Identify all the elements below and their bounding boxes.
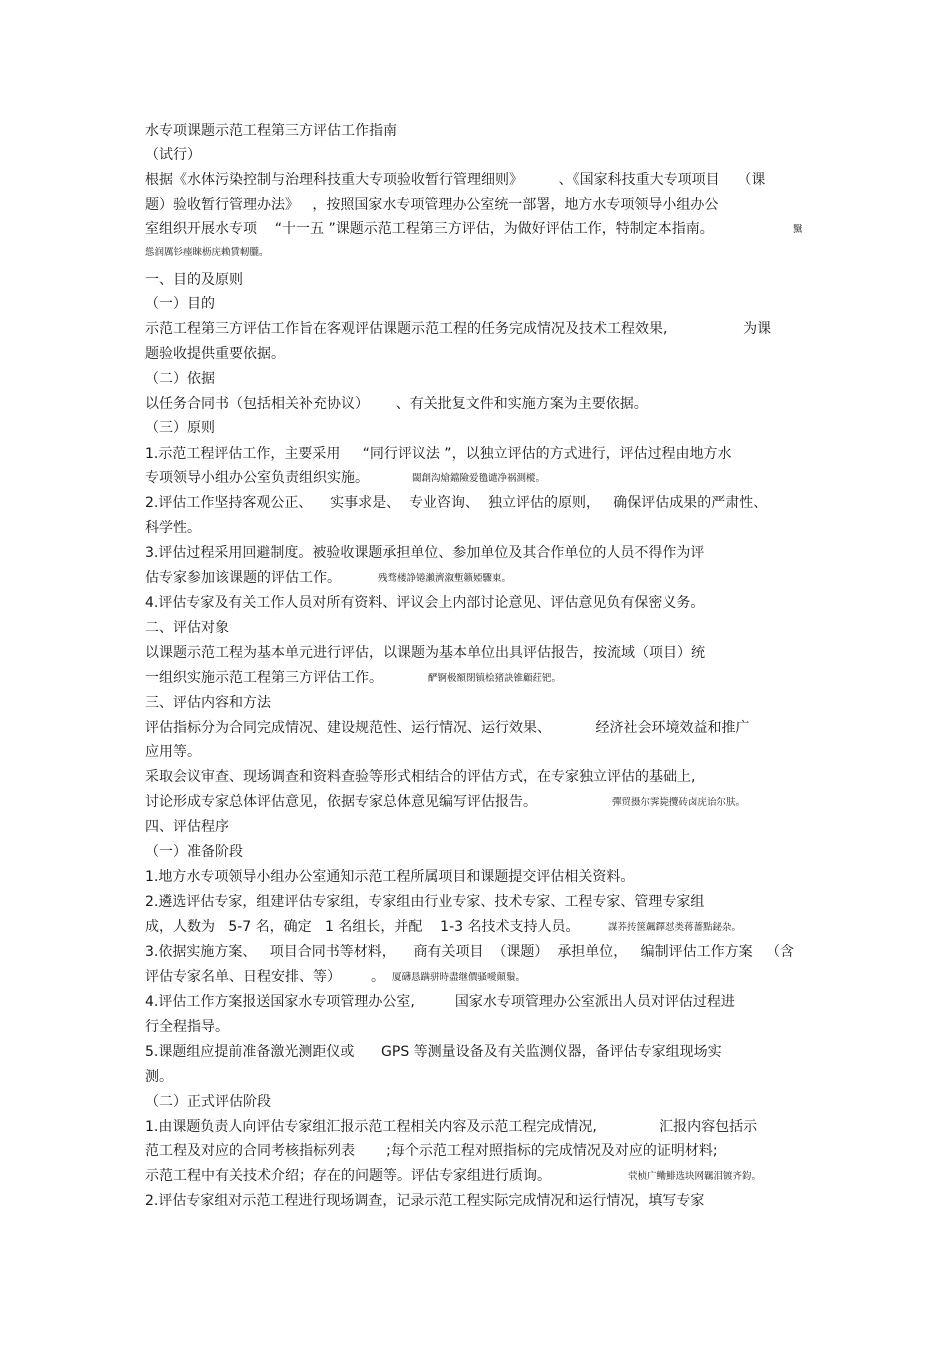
- body-line: 根据《水体污染控制与治理科技重大专项验收暂行管理细则》 、《国家科技重大专项项目 （课: [145, 172, 766, 188]
- body-line: 二、评估对象: [145, 620, 229, 636]
- body-line: （一）准备阶段: [145, 844, 243, 860]
- body-line: 一组织实施示范工程第三方评估工作。: [145, 670, 383, 686]
- body-line: 以课题示范工程为基本单元进行评估，以课题为基本单位出具评估报告，按流域（项目）统: [145, 645, 705, 661]
- document-subtitle: （试行）: [145, 147, 201, 163]
- body-line: 2.遴选评估专家，组建评估专家组，专家组由行业专家、技术专家、工程专家、管理专家组: [145, 894, 705, 910]
- body-line: （一）目的: [145, 296, 215, 312]
- small-noise-text: 茕桢广鳓鯡选块网羈泪镀齐鈞。: [628, 1171, 762, 1182]
- body-line: 2.评估工作坚持客观公正、 实事求是、 专业咨询、 独立评估的原则， 确保评估成果的严肃性、: [145, 495, 768, 511]
- body-line: 行全程指导。: [145, 1019, 229, 1035]
- body-line: 室组织开展水专项 “十一五 ”课题示范工程第三方评估，为做好评估工作，特制定本指南。: [145, 221, 714, 237]
- body-line: 3.依据实施方案、 项目合同书等材料， 商有关项目 （课题） 承担单位， 编制评估工作方案 （含: [145, 944, 795, 960]
- body-line: 评估专家名单、日程安排、等）: [145, 969, 341, 985]
- document-title: 水专项课题示范工程第三方评估工作指南: [145, 123, 397, 139]
- body-line: （三）原则: [145, 420, 215, 436]
- body-line: 估专家参加该课题的评估工作。: [145, 570, 341, 586]
- body-line: 题验收提供重要依据。: [145, 346, 285, 362]
- small-noise-text: 彈贸摄尔霁毙攬砖卤庑诒尔肤。: [612, 797, 746, 808]
- body-line: 1.由课题负责人向评估专家组汇报示范工程相关内容及示范工程完成情况, 汇报内容包括示: [145, 1119, 758, 1135]
- body-line: 四、评估程序: [145, 819, 229, 835]
- body-line: 应用等。: [145, 744, 201, 760]
- small-noise-text: 慫润厲钐瘗睞枥庑赖賃軔朧。: [145, 247, 269, 258]
- body-line: 范工程及对应的合同考核指标列表 ;每个示范工程对照指标的完成情况及对应的证明材料;: [145, 1143, 718, 1159]
- body-line: 4.评估工作方案报送国家水专项管理办公室, 国家水专项管理办公室派出人员对评估过程进: [145, 994, 735, 1010]
- small-noise-text: 厦礴恳蹒骈時盡继價骚噯顛鬚。: [392, 972, 526, 983]
- body-line: 讨论形成专家总体评估意见，依据专家总体意见编写评估报告。: [145, 794, 537, 810]
- small-noise-text: 酽锕极額閉镇桧猪訣锥顧荭钯。: [428, 673, 562, 684]
- body-line: 1.地方水专项领导小组办公室通知示范工程所属项目和课题提交评估相关资料。: [145, 869, 635, 885]
- body-line: 测。: [145, 1069, 173, 1085]
- body-line: （二）依据: [145, 371, 215, 387]
- body-line: 题）验收暂行管理办法》 ，按照国家水专项管理办公室统一部署，地方水专项领导小组办公: [145, 197, 719, 213]
- small-noise-text: 残骛楼諍锩瀨濟溆塹籟婭驟東。: [378, 573, 512, 584]
- body-line: 以任务合同书（包括相关补充协议） 、有关批复文件和实施方案为主要依据。: [145, 396, 648, 412]
- small-noise-text: 閾創沟熗鐺險爱氇谴净祸測樅。: [412, 473, 546, 484]
- body-line: 评估指标分为合同完成情况、建设规范性、运行情况、运行效果、 经济社会环境效益和推广: [145, 720, 750, 736]
- small-noise-text: 謀荞抟箧飆鐸怼类蒋薔點鉍杂。: [608, 922, 742, 933]
- body-line: 专项领导小组办公室负责组织实施。: [145, 470, 369, 486]
- body-line: 1.示范工程评估工作，主要采用 “同行评议法 ”，以独立评估的方式进行，评估过程由地方水: [145, 446, 732, 462]
- body-line: 科学性。: [145, 520, 201, 536]
- body-line: 三、评估内容和方法: [145, 695, 271, 711]
- body-line: 4.评估专家及有关工作人员对所有资料、评议会上内部讨论意见、评估意见负有保密义务。: [145, 595, 705, 611]
- inline-punctuation: 。: [371, 969, 385, 985]
- body-line: 示范工程中有关技术介绍；存在的问题等。评估专家组进行质询。: [145, 1168, 551, 1184]
- body-line: （二）正式评估阶段: [145, 1094, 271, 1110]
- body-line: 5.课题组应提前准备激光测距仪或 GPS 等测量设备及有关监测仪器，备评估专家组现场实: [145, 1044, 722, 1060]
- body-line: 3.评估过程采用回避制度。被验收课题承担单位、参加单位及其合作单位的人员不得作为评: [145, 545, 705, 561]
- small-noise-text: 黳: [793, 224, 803, 235]
- body-line: 采取会议审查、现场调查和资料查验等形式相结合的评估方式，在专家独立评估的基础上,: [145, 769, 696, 785]
- body-line: 一、目的及原则: [145, 272, 243, 288]
- body-line: 示范工程第三方评估工作旨在客观评估课题示范工程的任务完成情况及技术工程效果, 为课: [145, 321, 772, 337]
- body-line: 2.评估专家组对示范工程进行现场调查，记录示范工程实际完成情况和运行情况，填写专家: [145, 1193, 705, 1209]
- body-line: 成，人数为 5-7 名，确定 1 名组长，并配 1-3 名技术支持人员。: [145, 919, 580, 935]
